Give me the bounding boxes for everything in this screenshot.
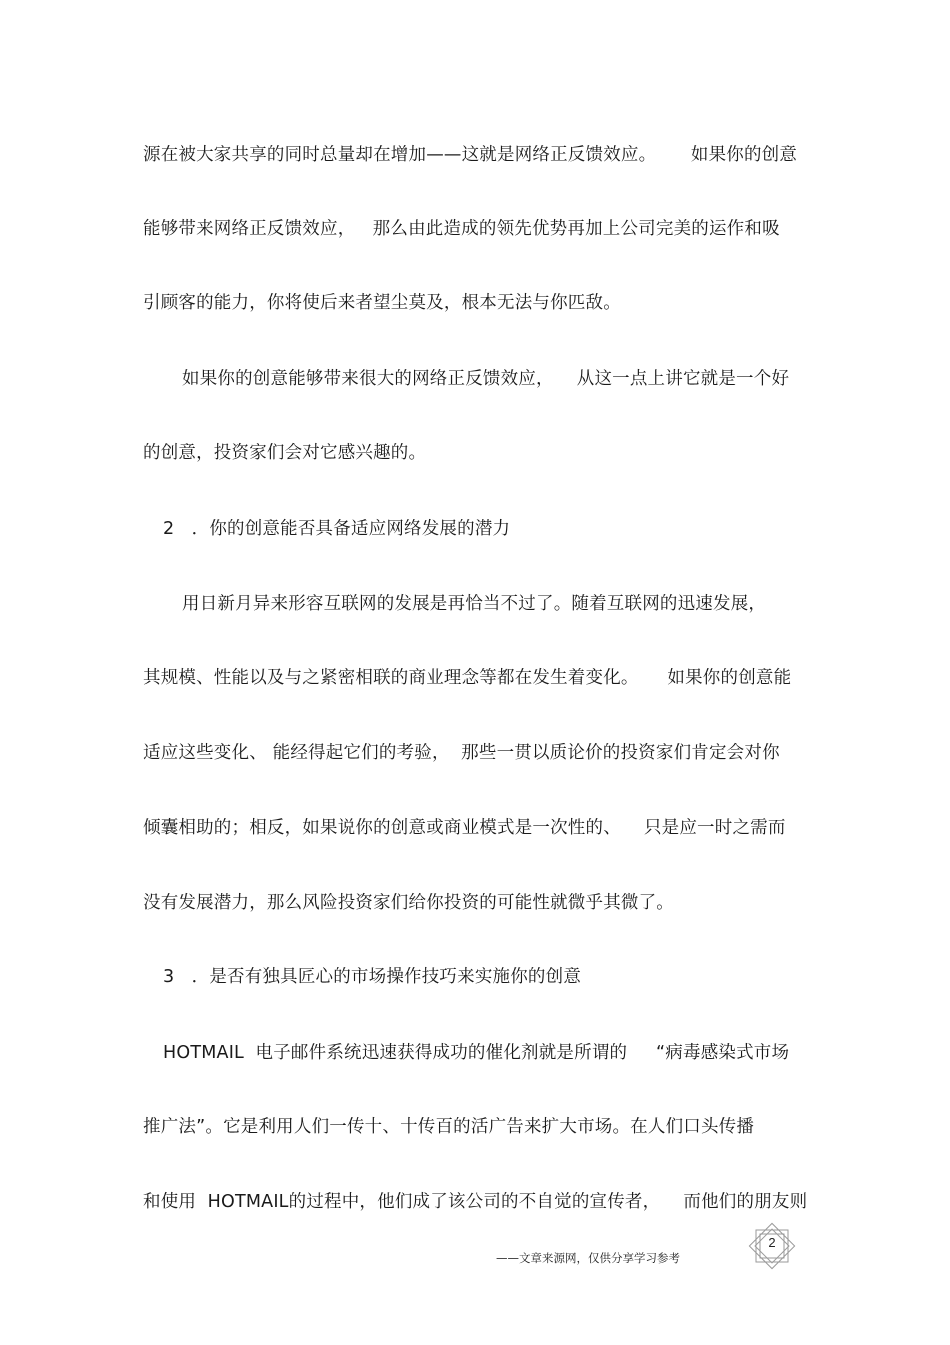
text-line-7: 用日新月异来形容互联网的发展是再恰当不过了。随着互联网的迅速发展， [182,594,767,614]
section-heading-3: 3 ．是否有独具匠心的市场操作技巧来实施你的创意 [163,967,582,987]
text-line-4: 如果你的创意能够带来很大的网络正反馈效应， 从这一点上讲它就是一个好 [182,369,790,389]
text-line-3: 引顾客的能力，你将使后来者望尘莫及，根本无法与你匹敌。 [143,293,621,313]
text-line-8: 其规模、性能以及与之紧密相联的商业理念等都在发生着变化。 如果你的创意能 [143,668,792,688]
text-line-10: 倾囊相助的；相反，如果说你的创意或商业模式是一次性的、 只是应一时之需而 [143,818,786,838]
section-heading-2: 2 ．你的创意能否具备适应网络发展的潜力 [163,519,511,539]
text-line-13: HOTMAIL 电子邮件系统迅速获得成功的催化剂就是所谓的 “病毒感染式市场 [163,1043,790,1063]
text-line-14: 推广法”。它是利用人们一传十、十传百的活广告来扩大市场。在人们口头传播 [143,1117,755,1137]
text-line-5: 的创意，投资家们会对它感兴趣的。 [143,443,427,463]
footer-source-note: ——文章来源网，仅供分享学习参考 [496,1251,680,1265]
text-line-9: 适应这些变化、 能经得起它们的考验， 那些一贯以质论价的投资家们肯定会对你 [143,743,780,763]
page-number: 2 [768,1235,776,1250]
text-line-15: 和使用 HOTMAIL的过程中，他们成了该公司的不自觉的宣传者， 而他们的朋友则 [143,1192,808,1212]
text-line-1: 源在被大家共享的同时总量却在增加——这就是网络正反馈效应。 如果你的创意 [143,145,798,165]
page-number-badge [748,1222,796,1270]
text-line-11: 没有发展潜力，那么风险投资家们给你投资的可能性就微乎其微了。 [143,893,674,913]
text-line-2: 能够带来网络正反馈效应， 那么由此造成的领先优势再加上公司完美的运作和吸 [143,219,780,239]
